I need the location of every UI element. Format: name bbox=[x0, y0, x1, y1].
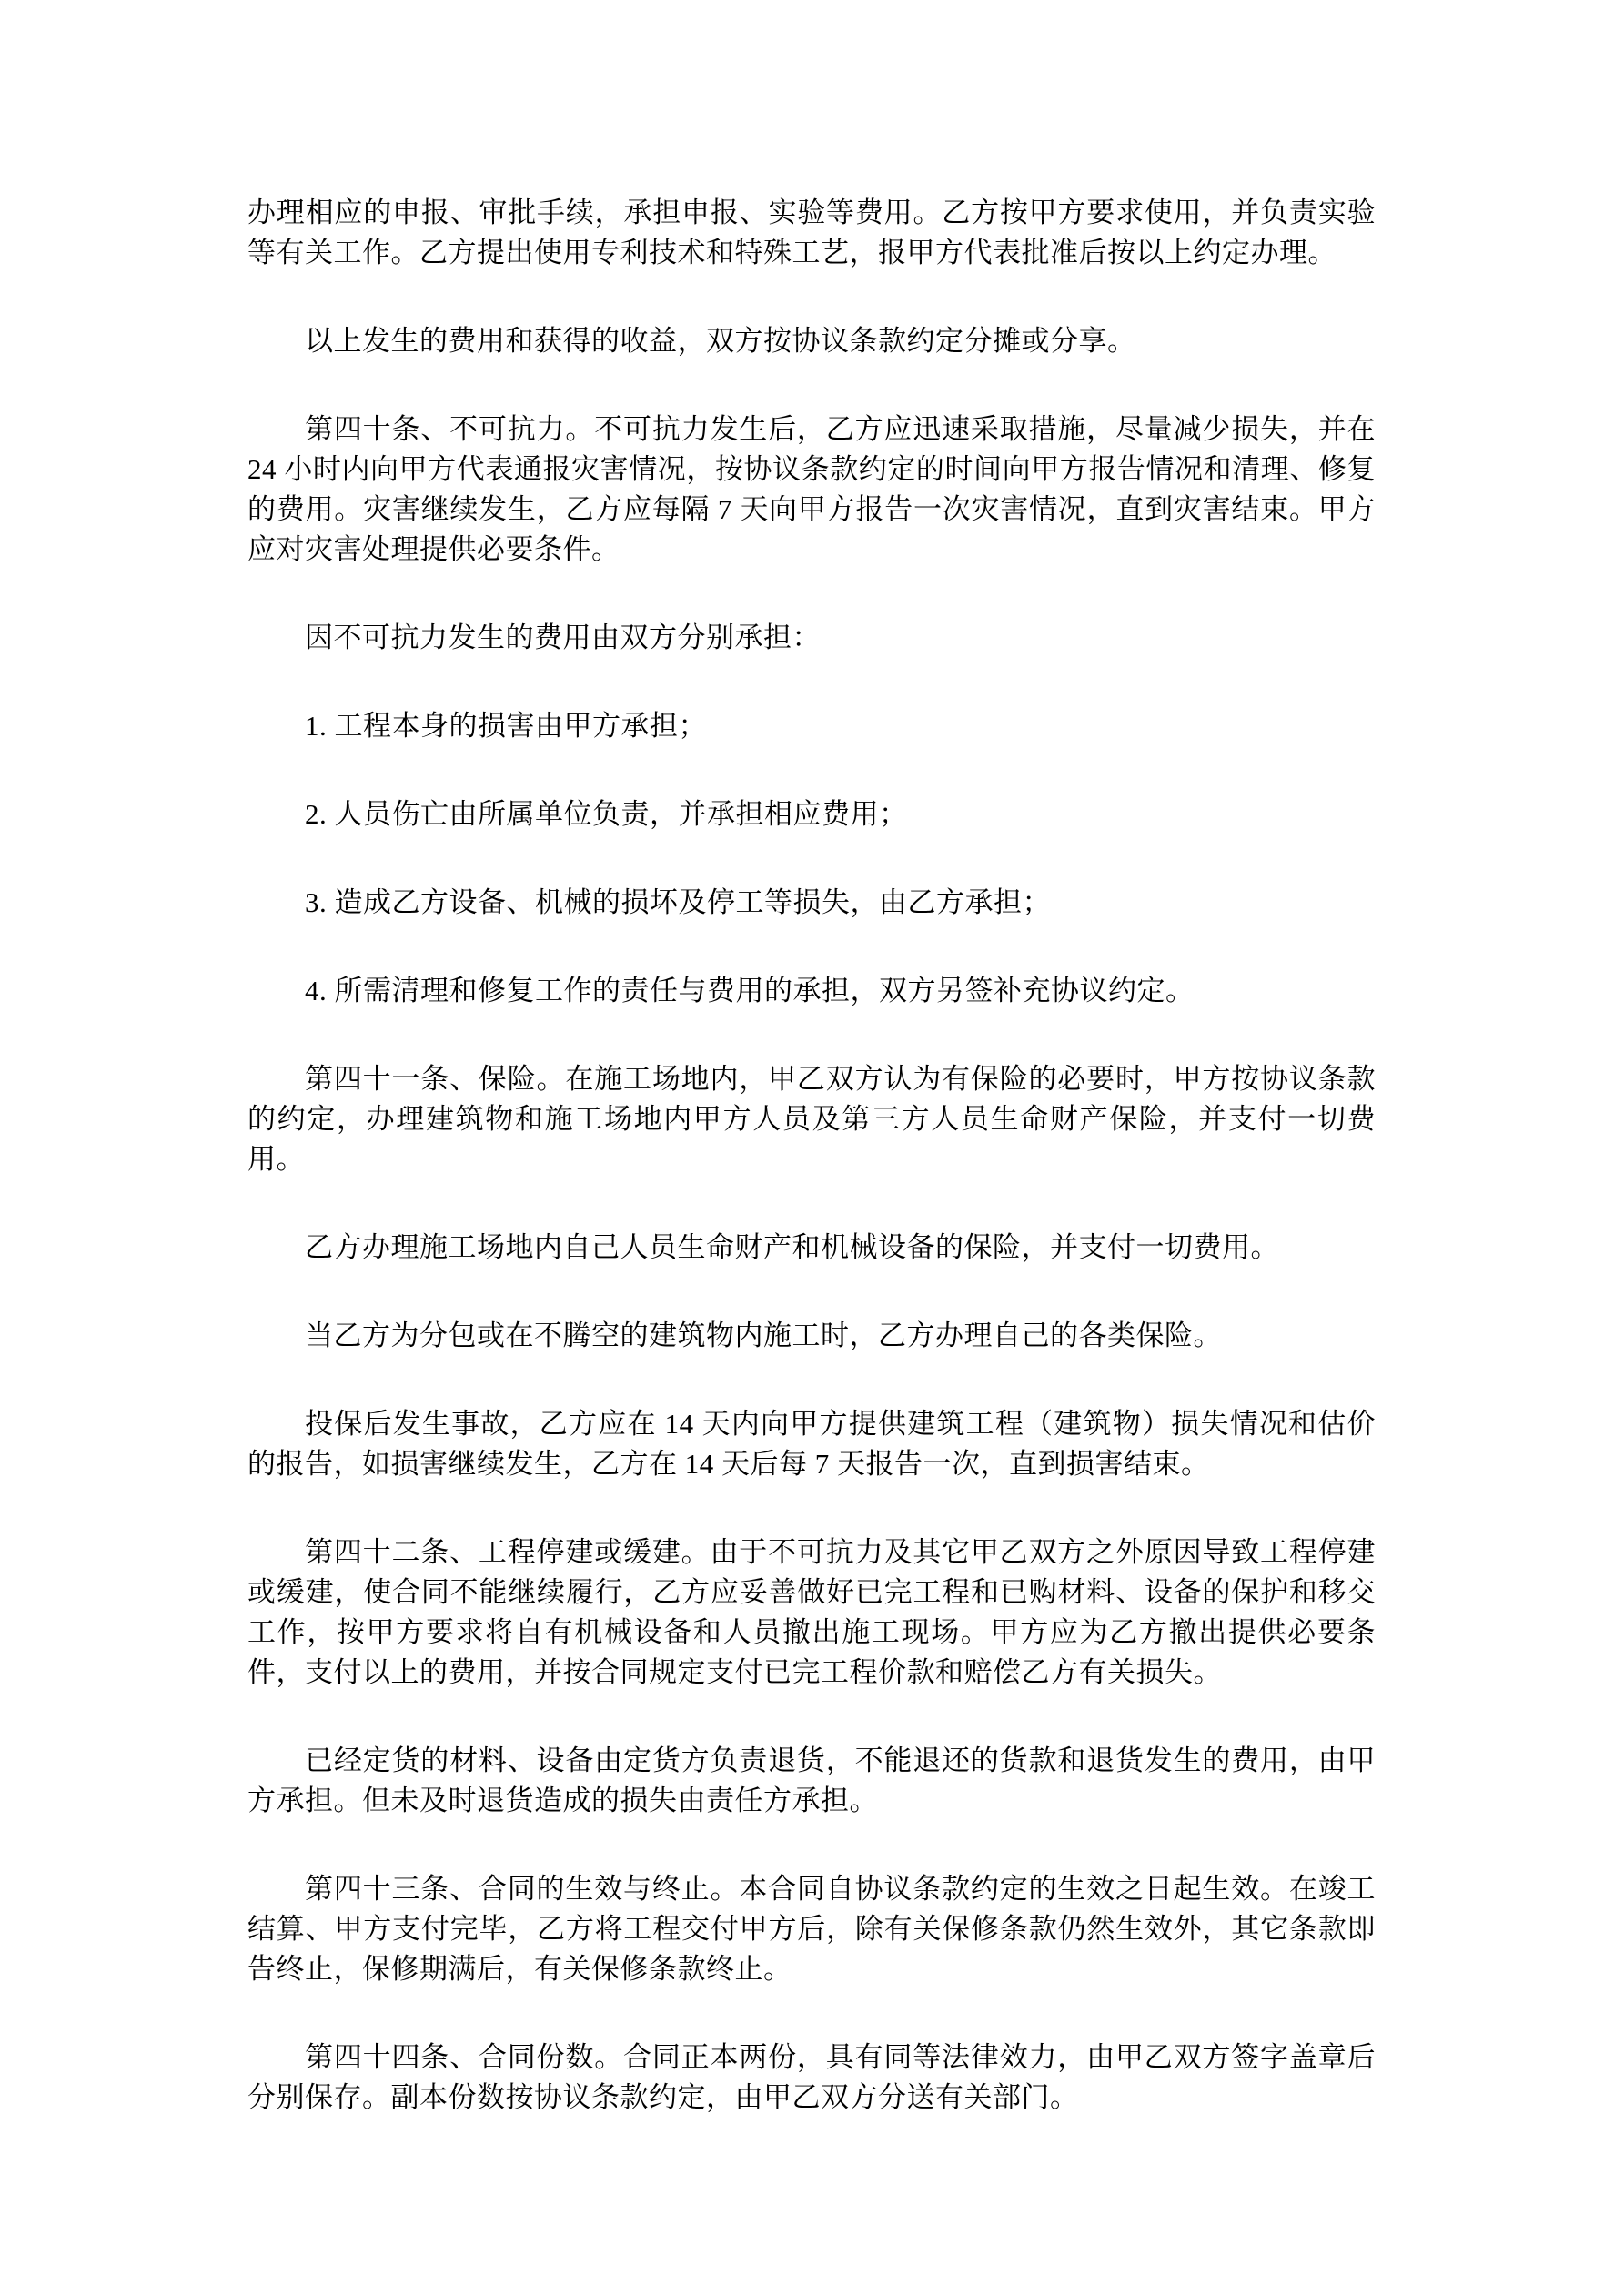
paragraph: 办理相应的申报、审批手续，承担申报、实验等费用。乙方按甲方要求使用，并负责实验等有关工作。乙方提出使用专利技术和特殊工艺，报甲方代表批准后按以上约定办理。 bbox=[247, 197, 1376, 268]
paragraph: 2. 人员伤亡由所属单位负责，并承担相应费用； bbox=[305, 798, 908, 830]
paragraph: 第四十三条、合同的生效与终止。本合同自协议条款约定的生效之日起生效。在竣工结算、甲方支付完毕，乙方将工程交付甲方后，除有关保修条款仍然生效外，其它条款即告终止，保修期满后，有关保修条款终止。 bbox=[247, 1873, 1376, 1985]
paragraph: 1. 工程本身的损害由甲方承担； bbox=[305, 710, 707, 742]
paragraph: 以上发生的费用和获得的收益，双方按协议条款约定分摊或分享。 bbox=[305, 325, 1136, 357]
paragraph: 第四十一条、保险。在施工场地内，甲乙双方认为有保险的必要时，甲方按协议条款的约定，办理建筑物和施工场地内甲方人员及第三方人员生命财产保险，并支付一切费用。 bbox=[247, 1063, 1376, 1175]
contract-body-text bbox=[247, 193, 1376, 2118]
paragraph: 第四十二条、工程停建或缓建。由于不可抗力及其它甲乙双方之外原因导致工程停建或缓建，使合同不能继续履行，乙方应妥善做好已完工程和已购材料、设备的保护和移交工作，按甲方要求将自有机械设备和人员撤出施工现场。甲方应为乙方撤出提供必要条件，支付以上的费用，并按合同规定支付已完工程价款和赔偿乙方有关损失。 bbox=[247, 1536, 1376, 1688]
paragraph: 3. 造成乙方设备、机械的损坏及停工等损失，由乙方承担； bbox=[305, 886, 1051, 918]
paragraph: 4. 所需清理和修复工作的责任与费用的承担，双方另签补充协议约定。 bbox=[305, 975, 1195, 1006]
paragraph: 当乙方为分包或在不腾空的建筑物内施工时，乙方办理自己的各类保险。 bbox=[305, 1320, 1222, 1351]
paragraph: 投保后发生事故，乙方应在 14 天内向甲方提供建筑工程（建筑物）损失情况和估价的报告，如损害继续发生，乙方在 14 天后每 7 天报告一次，直到损害结束。 bbox=[247, 1408, 1376, 1480]
paragraph: 已经定货的材料、设备由定货方负责退货，不能退还的货款和退货发生的费用，由甲方承担。但未及时退货造成的损失由责任方承担。 bbox=[247, 1745, 1376, 1816]
paragraph: 乙方办理施工场地内自己人员生命财产和机械设备的保险，并支付一切费用。 bbox=[305, 1231, 1279, 1263]
paragraph: 第四十四条、合同份数。合同正本两份，具有同等法律效力，由甲乙双方签字盖章后分别保存。副本份数按协议条款约定，由甲乙双方分送有关部门。 bbox=[247, 2041, 1376, 2113]
paragraph: 因不可抗力发生的费用由双方分别承担： bbox=[305, 622, 821, 653]
paragraph: 第四十条、不可抗力。不可抗力发生后，乙方应迅速采取措施，尽量减少损失，并在 24 小时内向甲方代表通报灾害情况，按协议条款约定的时间向甲方报告情况和清理、修复的费用。灾害继续发生，乙方应每隔 7 天向甲方报告一次灾害情况，直到灾害结束。甲方应对灾害处理提供必要条件。 bbox=[247, 413, 1376, 565]
